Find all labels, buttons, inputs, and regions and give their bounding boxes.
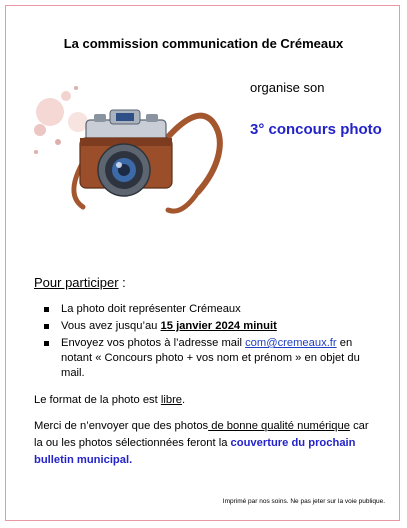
list-item: [44, 302, 374, 317]
footer-note: Imprimé par nos soins. Ne pas jeter sur la voie publique.: [222, 498, 385, 505]
format-period: .: [182, 394, 186, 406]
rule-email-label: Envoyez vos photos à l’adresse mail: [61, 337, 246, 349]
email-link[interactable]: com@cremeaux.fr: [245, 337, 337, 349]
participate-colon: :: [118, 275, 126, 290]
quality-note-highlight: couverture du prochain bulletin municipal.: [34, 437, 356, 466]
format-text: [34, 394, 185, 406]
rule-email-note: en notant « Concours photo + vos nom et prénom » en objet du mail.: [61, 337, 360, 379]
bullet-square-icon: [44, 307, 49, 312]
camera-illustration: [28, 82, 243, 227]
bullet-square-icon: [44, 341, 49, 346]
format-label: Le format de la photo est: [34, 394, 161, 406]
list-item: [44, 336, 374, 381]
list-item: [44, 319, 374, 334]
quality-note-mid: car la ou les photos sélectionnées feront la: [34, 420, 369, 449]
quality-note: [34, 418, 374, 469]
participate-heading: [34, 275, 126, 290]
rule-deadline-date: 15 janvier 2024 minuit: [160, 320, 277, 332]
page-title: La commission communication de Crémeaux: [63, 36, 344, 51]
rule-subject: La photo doit représenter Crémeaux: [61, 303, 241, 315]
format-value: libre: [160, 394, 183, 406]
quality-note-start: Merci de n’envoyer que des photos: [34, 420, 209, 432]
rules-list: [44, 302, 374, 383]
contest-title: 3° concours photo: [250, 121, 382, 138]
rule-deadline-label: Vous avez jusqu’au: [61, 320, 161, 332]
quality-note-underlined: de bonne qualité numérique: [208, 420, 350, 432]
participate-label: Pour participer: [34, 275, 119, 290]
organise-text: organise son: [250, 80, 325, 95]
bullet-square-icon: [44, 324, 49, 329]
